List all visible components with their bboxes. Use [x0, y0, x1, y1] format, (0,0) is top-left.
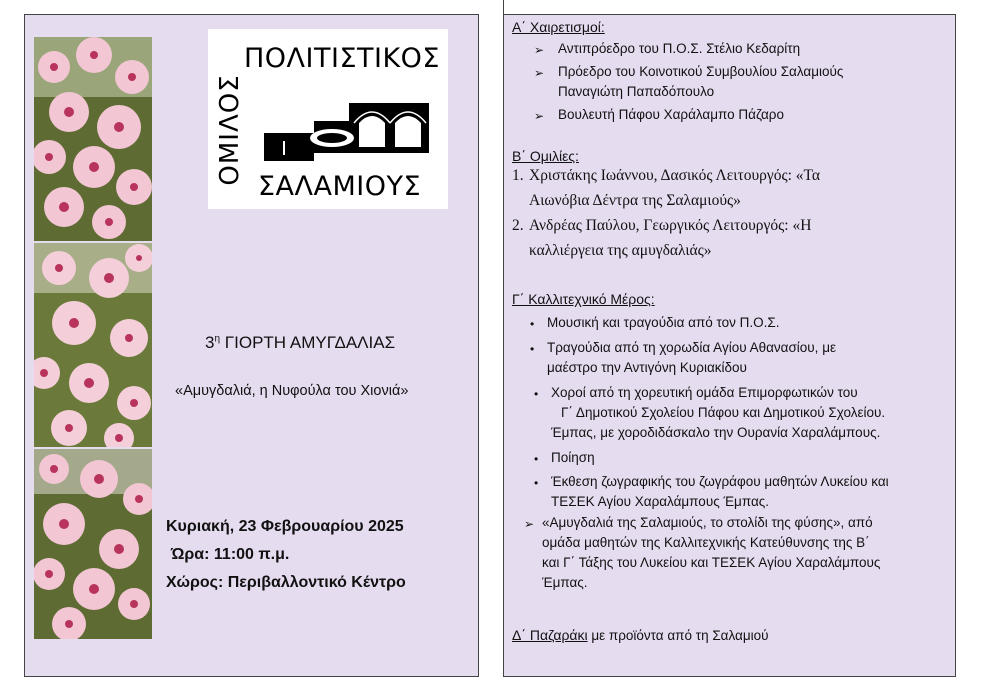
greeting-item: Πρόεδρο του Κοινοτικού Συμβουλίου Σαλαμιούς [558, 64, 844, 79]
bullet-icon: • [534, 387, 539, 401]
arts-item: Τραγούδια από τη χορωδία Αγίου Αθανασίου, με [547, 340, 836, 355]
arts-item: Χοροί από τη χορευτική ομάδα Επιμορφωτικών του [551, 385, 858, 400]
invitation-front-panel [24, 14, 479, 677]
talk-item-continued: καλλιέργεια της αμυγδαλιάς» [529, 242, 712, 259]
arts-item-continued: Έμπας. [542, 575, 588, 590]
almond-blossom-photo [34, 449, 152, 639]
festival-title-ordinal: η [214, 333, 221, 345]
bullet-icon: • [534, 452, 539, 466]
cultural-club-logo [208, 29, 448, 209]
program-panel [503, 14, 956, 677]
greeting-item-continued: Παναγιώτη Παπαδόπουλο [558, 84, 715, 99]
arrow-bullet-icon: ➢ [534, 66, 545, 80]
arts-item: «Αμυγδαλιά της Σαλαμιούς, το στολίδι της φύσης», από [542, 515, 873, 530]
bazaar-text: με προϊόντα από τη Σαλαμιού [587, 628, 769, 643]
arrow-bullet-icon: ➢ [524, 517, 535, 531]
festival-title [205, 333, 395, 353]
logo-top-word: ΠΟΛΙΤΙΣΤΙΚΟΣ [244, 43, 440, 74]
festival-subtitle: «Αμυγδαλιά, η Νυφούλα του Χιονιά» [175, 383, 409, 399]
arts-heading: Γ΄ Καλλιτεχνικό Μέρος: [512, 291, 655, 307]
almond-blossom-photo [34, 243, 152, 447]
logo-bottom-word: ΣΑΛΑΜΙΟΥΣ [258, 171, 422, 202]
talk-number: 2. [512, 217, 524, 234]
greetings-heading: Α΄ Χαιρετισμοί: [512, 19, 605, 35]
bullet-icon: • [530, 317, 535, 331]
arts-item: Ποίηση [551, 450, 595, 465]
logo-side-word: ΟΜΙΛΟΣ [215, 74, 245, 186]
festival-title-text: ΓΙΟΡΤΗ ΑΜΥΓΔΑΛΙΑΣ [220, 333, 396, 352]
talk-item: Ανδρέας Παύλου, Γεωργικός Λειτουργός: «Η [529, 217, 812, 234]
arrow-bullet-icon: ➢ [534, 109, 545, 123]
bullet-icon: • [530, 342, 535, 356]
arrow-bullet-icon: ➢ [534, 43, 545, 57]
greeting-item: Βουλευτή Πάφου Χαράλαμπο Πάζαρο [558, 107, 784, 122]
greeting-item: Αντιπρόεδρο του Π.Ο.Σ. Στέλιο Κεδαρίτη [558, 41, 801, 56]
talk-item-continued: Αιωνόβια Δέντρα της Σαλαμιούς» [529, 192, 741, 209]
page-divider-tick [503, 0, 504, 14]
arts-item: Έκθεση ζωγραφικής του ζωγράφου μαθητών Λυκείου και [551, 474, 889, 489]
festival-title-number: 3 [205, 333, 215, 352]
almond-blossom-photo [34, 37, 152, 241]
arts-item-continued: Έμπας, με χοροδιδάσκαλο την Ουρανία Χαραλάμπους. [551, 425, 881, 440]
arts-item: Μουσική και τραγούδια από τον Π.Ο.Σ. [547, 315, 780, 330]
talks-heading: Β΄ Ομιλίες: [512, 148, 579, 164]
arts-item-continued: μαέστρο την Αντιγόνη Κυριακίδου [547, 360, 747, 375]
event-time: Ώρα: 11:00 π.μ. [171, 546, 290, 563]
talk-number: 1. [512, 167, 524, 184]
bazaar-heading: Δ΄ Παζαράκι [512, 627, 588, 643]
arts-item-continued: ομάδα μαθητών της Καλλιτεχνικής Κατεύθυνσης της Β΄ [542, 535, 870, 550]
talk-item: Χριστάκης Ιωάννου, Δασικός Λειτουργός: «Τα [529, 167, 821, 184]
arts-item-continued: ΤΕΣΕΚ Αγίου Χαραλάμπους Έμπας. [551, 494, 770, 509]
arch-building-icon [254, 83, 434, 163]
event-date: Κυριακή, 23 Φεβρουαρίου 2025 [166, 518, 404, 535]
bullet-icon: • [534, 476, 539, 490]
event-place: Χώρος: Περιβαλλοντικό Κέντρο [166, 574, 406, 591]
bazaar-line [512, 627, 769, 645]
arts-item-continued: και Γ΄ Τάξης του Λυκείου και ΤΕΣΕΚ Αγίου Χαραλάμπους [542, 555, 881, 570]
arts-item-continued: Γ΄ Δημοτικού Σχολείου Πάφου και Δημοτικού Σχολείου. [561, 405, 886, 420]
